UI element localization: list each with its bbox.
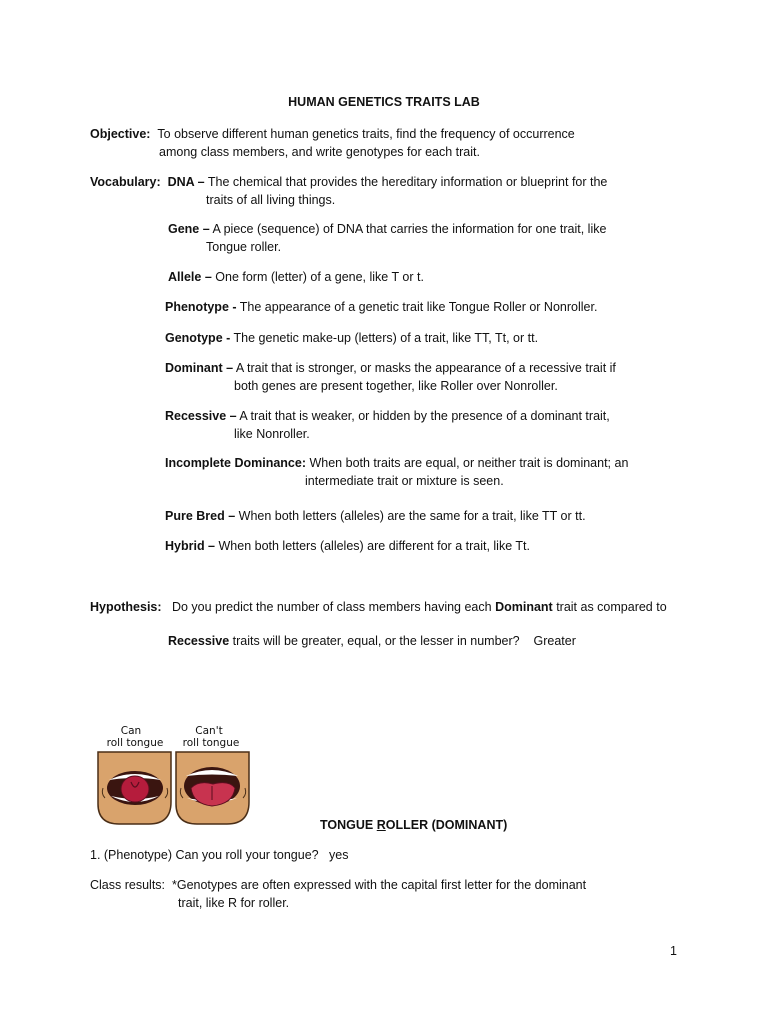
page-number: 1 [670, 944, 677, 958]
hypothesis-answer: Greater [533, 634, 576, 648]
vocab-dominant [165, 361, 616, 375]
vocab-hybrid [165, 539, 530, 553]
vocab-gene [168, 222, 606, 236]
question-1-text: 1. (Phenotype) Can you roll your tongue? [90, 848, 319, 862]
cant-roll-caption-2: roll tongue [182, 737, 240, 749]
tongue-title-post: OLLER (DOMINANT) [385, 818, 508, 832]
hypothesis-text-1: Do you predict the number of class members having each [171, 600, 492, 614]
gene-def-2: Tongue roller. [206, 240, 282, 254]
can-roll-caption-2: roll tongue [106, 737, 164, 749]
class-results-note-1: *Genotypes are often expressed with the capital first letter for the dominant [171, 878, 587, 892]
objective-label: Objective: [90, 127, 151, 141]
tongue-rolling-illustration [95, 722, 255, 827]
dominant-def-1: A trait that is stronger, or masks the appearance of a recessive trait if [235, 361, 616, 375]
nonroller-face-icon [176, 752, 249, 824]
recessive-def-2: like Nonroller. [234, 427, 310, 441]
hypothesis-recessive: Recessive [168, 634, 230, 648]
purebred-term: Pure Bred – [165, 509, 236, 523]
recessive-term: Recessive – [165, 409, 237, 423]
hypothesis-label: Hypothesis: [90, 600, 162, 614]
hypothesis-text-2: traits will be greater, equal, or the lesser in number? [232, 634, 520, 648]
allele-term: Allele – [168, 270, 212, 284]
objective-line1 [90, 127, 575, 141]
recessive-def-1: A trait that is weaker, or hidden by the presence of a dominant trait, [239, 409, 610, 423]
phenotype-term: Phenotype - [165, 300, 237, 314]
vocab-phenotype [165, 300, 597, 314]
dna-def-1: The chemical that provides the hereditary information or blueprint for the [207, 175, 608, 189]
hybrid-def: When both letters (alleles) are different for a trait, like Tt. [218, 539, 530, 553]
vocab-allele [168, 270, 424, 284]
dominant-term: Dominant – [165, 361, 234, 375]
vocab-dna [90, 175, 607, 189]
incomplete-term: Incomplete Dominance: [165, 456, 306, 470]
roller-face-icon [98, 752, 171, 824]
gene-def-1: A piece (sequence) of DNA that carries the information for one trait, like [212, 222, 607, 236]
objective-text-2: among class members, and write genotypes for each trait. [159, 145, 480, 159]
can-roll-caption-1: Can [120, 725, 142, 737]
hypothesis-text-1b: trait as compared to [556, 600, 667, 614]
class-results-label: Class results: [90, 878, 166, 892]
vocab-genotype [165, 331, 538, 345]
tongue-title-pre: TONGUE [320, 818, 377, 832]
objective-text-1: To observe different human genetics traits, find the frequency of occurrence [157, 127, 575, 141]
tongue-title-underlined: R [376, 818, 386, 832]
tongue-roller-heading [320, 818, 507, 832]
cant-roll-caption-1: Can't [195, 725, 223, 737]
question-1 [90, 848, 349, 862]
dna-def-2: traits of all living things. [206, 193, 336, 207]
dominant-def-2: both genes are present together, like Roller over Nonroller. [234, 379, 558, 393]
vocabulary-label: Vocabulary: [90, 175, 161, 189]
hypothesis-line1 [90, 600, 667, 614]
genotype-def: The genetic make-up (letters) of a trait, like TT, Tt, or tt. [233, 331, 539, 345]
dna-term: DNA – [167, 175, 205, 189]
allele-def: One form (letter) of a gene, like T or t. [215, 270, 424, 284]
class-results-note-2: trait, like R for roller. [178, 896, 290, 910]
gene-term: Gene – [168, 222, 210, 236]
page-title: HUMAN GENETICS TRAITS LAB [288, 95, 480, 109]
question-1-answer: yes [329, 848, 349, 862]
vocab-purebred [165, 509, 586, 523]
genotype-term: Genotype - [165, 331, 231, 345]
hypothesis-line2 [168, 634, 576, 648]
hypothesis-dominant: Dominant [495, 600, 553, 614]
vocab-incomplete [165, 456, 628, 470]
incomplete-def-2: intermediate trait or mixture is seen. [305, 474, 504, 488]
class-results-line1 [90, 878, 586, 892]
phenotype-def: The appearance of a genetic trait like Tongue Roller or Nonroller. [239, 300, 598, 314]
incomplete-def-1: When both traits are equal, or neither trait is dominant; an [309, 456, 629, 470]
purebred-def: When both letters (alleles) are the same for a trait, like TT or tt. [238, 509, 586, 523]
hybrid-term: Hybrid – [165, 539, 216, 553]
vocab-recessive [165, 409, 610, 423]
